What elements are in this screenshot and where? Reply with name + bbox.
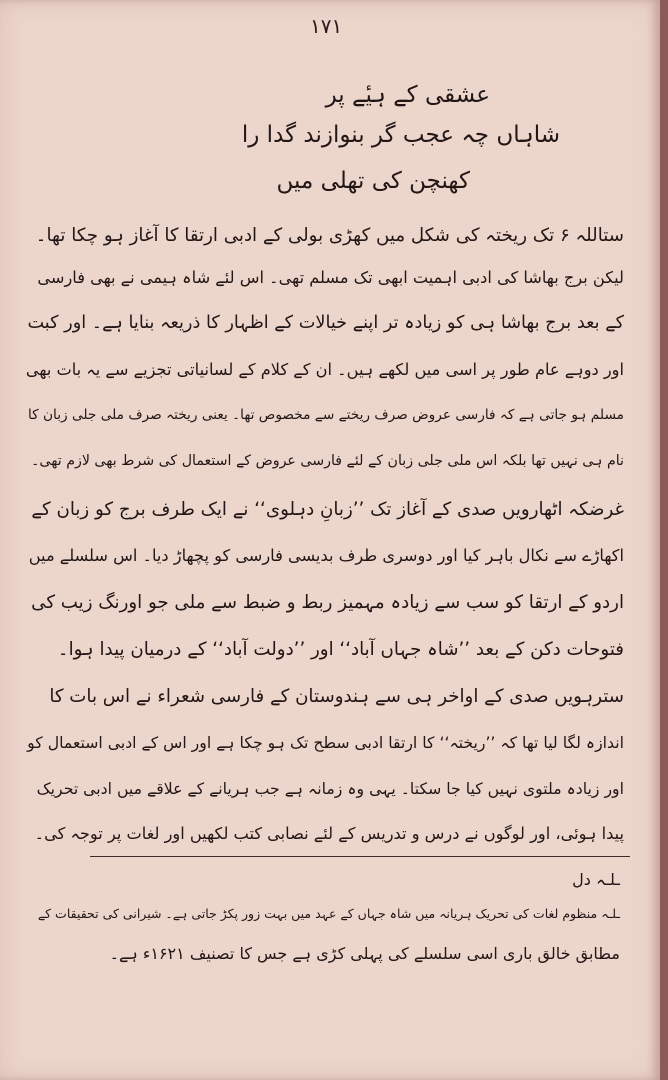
footnote-2: ـلـہ منظوم لغات کی تحریک ہریانہ میں شاہ جہاں کے عہد میں بہت زور پکڑ جاتی ہے۔ شیرانی کی تحقیقات کے <box>37 906 620 921</box>
verse-line-1: عشقی کے ہیٔے پر <box>325 82 490 108</box>
footnote-3: مطابق خالق باری اسی سلسلے کی پہلی کڑی ہے جس کا تصنیف ۱۶۲۱ء ہے۔ <box>109 944 620 963</box>
paragraph-line: اور زیادہ ملتوی نہیں کیا جا سکتا۔ یہی وہ زمانہ ہے جب ہریانے کے علاقے میں ادبی تحریک <box>36 779 624 798</box>
paragraph-line: مسلم ہو جاتی ہے کہ فارسی عروض صرف ریختے سے مخصوص تھا۔ یعنی ریختہ صرف ملی جلی زبان کا <box>27 407 624 423</box>
footnote-divider <box>90 856 630 857</box>
paragraph-line: اور دوہے عام طور پر اسی میں لکھے ہیں۔ ان کے کلام کے لسانیاتی تجزیے سے یہ بات بھی <box>25 360 624 379</box>
paragraph-line: کے بعد برج بھاشا ہی کو زیادہ تر اپنے خیالات کے اظہار کا ذریعہ بنایا ہے۔ اور کبت <box>27 313 624 333</box>
paragraph-line: پیدا ہوئی، اور لوگوں نے درس و تدریس کے لئے نصابی کتب لکھیں اور لغات پر توجہ کی۔ <box>34 824 624 843</box>
verse-line-3: کھنچن کی تھلی میں <box>276 168 470 194</box>
paragraph-line: اردو کے ارتقا کو سب سے زیادہ مہمیز ربط و ضبط سے ملی جو اورنگ زیب کی <box>31 592 624 613</box>
page-edge <box>660 0 668 1080</box>
paragraph-line: اکھاڑے سے نکال باہر کیا اور دوسری طرف بدیسی فارسی کو پچھاڑ دیا۔ اس سلسلے میں <box>28 546 624 565</box>
paragraph-line: ستاللہ ۶ تک ریختہ کی شکل میں کھڑی بولی کے ادبی ارتقا کا آغاز ہو چکا تھا۔ <box>35 225 624 246</box>
page-number: ۱۷۱ <box>310 14 343 38</box>
paragraph-line: سترہویں صدی کے اواخر ہی سے ہندوستان کے فارسی شعراء نے اس بات کا <box>49 686 624 707</box>
paragraph-line: غرضکہ اٹھارویں صدی کے آغاز تک ’’زبانِ دہلوی‘‘ نے ایک طرف برج کو زبان کے <box>31 499 624 520</box>
verse-line-2: شاہاں چہ عجب گر بنوازند گدا را <box>241 122 560 148</box>
footnote-1: ـلـہ دل <box>572 870 620 889</box>
paragraph-line: نام ہی نہیں تھا بلکہ اس ملی جلی زبان کے لئے فارسی عروض کے استعمال کی شرط بھی لازم تھی۔ <box>31 453 624 469</box>
paragraph-line: اندازہ لگا لیا تھا کہ ’’ریختہ‘‘ کا ارتقا ادبی سطح تک ہو چکا ہے اور اس کے ادبی استعمال کو <box>27 733 624 752</box>
paragraph-line: فتوحات دکن کے بعد ’’شاہ جہاں آباد‘‘ اور ’’دولت آباد‘‘ کے درمیان پیدا ہوا۔ <box>57 639 624 660</box>
paragraph-line: لیکن برج بھاشا کی ادبی اہمیت ابھی تک مسلم تھی۔ اس لئے شاہ ہیمی نے بھی فارسی <box>37 268 624 287</box>
